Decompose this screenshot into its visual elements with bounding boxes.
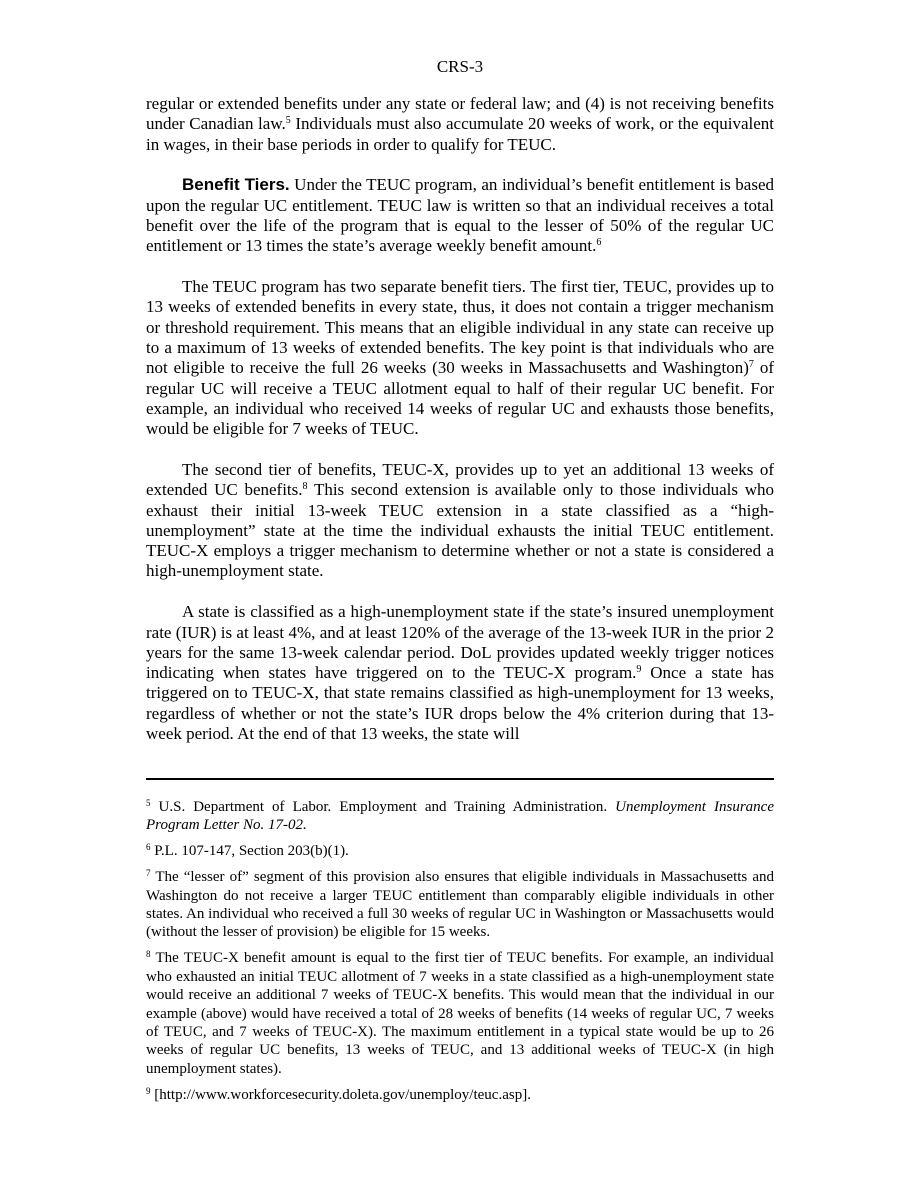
footnote-5-title: Unemployment Insurance Program Letter No. 17-02. [146,799,774,834]
footnote-ref-9[interactable]: 9 [636,664,642,676]
footnote-8-number: 8 [146,949,151,960]
paragraph-1-text: regular or extended benefits under any state or federal law; and (4) is not receiving benefits under Canadian law. [146,94,774,134]
footnote-8-text: The TEUC-X benefit amount is equal to the first tier of TEUC benefits. For example, an individual who exhausted an initial TEUC allotment of 7 weeks in a state classified as a high-unemployment state would receive an additional 7 weeks of TEUC-X benefits. This would mean that the individual in our example (above) would have received a total of 28 weeks of benefits (14 weeks of regular UC, 7 weeks of TEUC, and 7 weeks of TEUC-X). The maximum entitlement in a typical state would be up to 26 weeks of regular UC benefits, 13 weeks of TEUC, and 13 additional weeks of TEUC-X (in high unemployment states). [146,950,774,1077]
footnote-6-number: 6 [146,842,151,853]
footnote-ref-8[interactable]: 8 [302,481,308,493]
footnote-6 [146,842,774,860]
paragraph-1 [146,94,774,155]
footnote-5-number: 5 [146,798,151,808]
paragraph-4-tail: This second extension is available only to those individuals who exhaust their initial 13-week TEUC extension in a state classified as a “high-unemployment” state at the time the individual exhausts the initial TEUC entitlement. TEUC-X employs a trigger mechanism to determine whether or not a state is considered a high-unemployment state. [146,480,774,581]
footnote-9-number: 9 [146,1085,151,1096]
footnote-6-text: P.L. 107-147, Section 203(b)(1). [150,843,349,860]
body-text [146,94,774,765]
footnote-divider [146,778,774,780]
footnote-8 [146,949,774,1078]
footnote-7-number: 7 [146,868,151,879]
paragraph-5-text: A state is classified as a high-unemployment state if the state’s insured unemployment rate (IUR) is at least 4%, and at least 120% of the average of the 13-week IUR in the prior 2 years for the same 13-week calendar period. DoL provides updated weekly trigger notices indicating when states have triggered on to the TEUC-X program. [146,602,774,683]
page-number: CRS-3 [436,57,484,76]
footnote-7-text: The “lesser of” segment of this provision also ensures that eligible individuals in Massachusetts and Washington do not receive a larger TEUC entitlement than comparably eligible individuals in other states. An individual who received a full 30 weeks of regular UC in Washington or Massachusetts would (without the lesser of provision) be eligible for 15 weeks. [146,869,774,941]
footnote-9-link[interactable]: [http://www.workforcesecurity.doleta.gov/unemploy/teuc.asp]. [150,1086,531,1103]
paragraph-2-text: Under the TEUC program, an individual’s benefit entitlement is based upon the regular UC entitlement. TEUC law is written so that an individual receives a total benefit over the life of the program that is equal to the lesser of 50% of the regular UC entitlement or 13 times the state’s average weekly benefit amount. [146,175,774,256]
footnote-5 [146,798,774,835]
footnote-ref-7[interactable]: 7 [748,359,754,371]
paragraph-4-text: The second tier of benefits, TEUC-X, provides up to yet an additional 13 weeks of extended UC benefits. [146,459,774,500]
footnote-5-text: U.S. Department of Labor. Employment and Training Administration. [150,799,616,815]
paragraph-3 [146,277,774,439]
footnote-7 [146,868,774,942]
footnotes [146,798,774,1112]
paragraph-3-tail: of regular UC will receive a TEUC allotment equal to half of their regular UC benefit. For example, an individual who received 14 weeks of regular UC and exhausts those benefits, would be eligible for 7 weeks of TEUC. [146,358,774,439]
paragraph-3-text: The TEUC program has two separate benefit tiers. The first tier, TEUC, provides up to 13 weeks of extended benefits in every state, thus, it does not contain a trigger mechanism or threshold requirement. This means that an eligible individual in any state can receive up to a maximum of 13 weeks of extended benefits. The key point is that individuals who are not eligible to receive the full 26 weeks (30 weeks in Massachusetts and Washington) [146,277,774,378]
paragraph-benefit-tiers [146,175,774,256]
paragraph-5-tail: Once a state has triggered on to TEUC-X, that state remains classified as high-unemployment for 13 weeks, regardless of whether or not the state’s IUR drops below the 4% criterion during that 13-week period. At the end of that 13 weeks, the state will [146,663,774,744]
paragraph-4 [146,460,774,582]
footnote-ref-6[interactable]: 6 [596,237,602,249]
paragraph-1-tail: Individuals must also accumulate 20 weeks of work, or the equivalent in wages, in their base periods in order to qualify for TEUC. [146,114,774,154]
footnote-ref-5[interactable]: 5 [285,115,291,127]
paragraph-5 [146,602,774,744]
section-heading-benefit-tiers: Benefit Tiers. [182,175,290,195]
footnote-9 [146,1086,774,1104]
